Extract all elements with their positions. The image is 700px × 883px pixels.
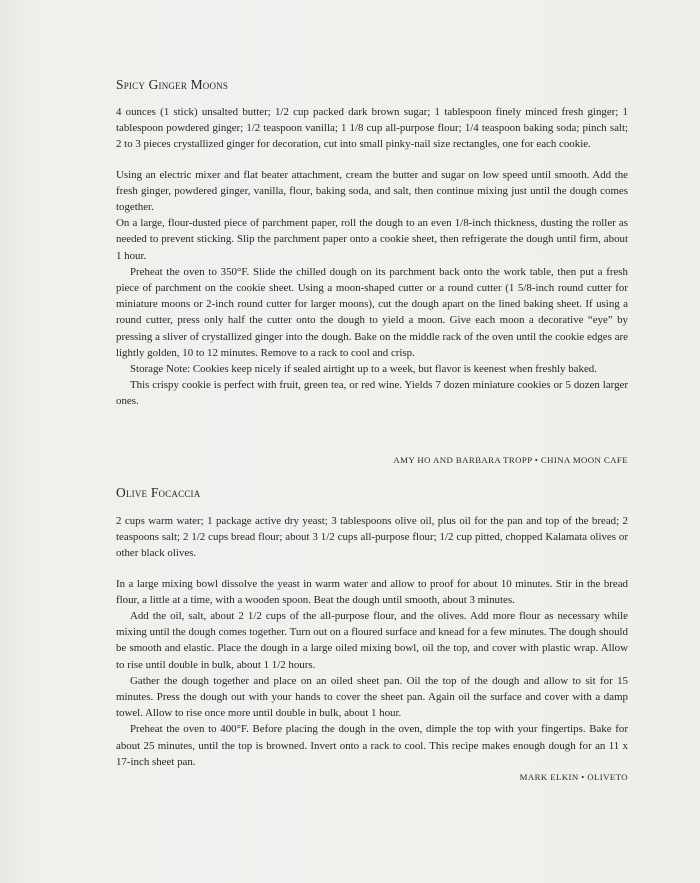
recipe-title: Spicy Ginger Moons [116,77,229,92]
method-paragraph: Gather the dough together and place on an oiled sheet pan. Oil the top of the dough and allow to sit for 15 minutes. Press the dough out with your hands to cover the sheet pan. Again oil the surface and cover with a damp towel. Allow to rise once more until double in bulk, about 1 hour. [116,674,628,720]
method-paragraph: Preheat the oven to 400°F. Before placing the dough in the oven, dimple the top with your fingertips. Bake for about 25 minutes, until the top is browned. Invert onto a rack to cool. This recipe makes enough dough for an 11 x 17-inch sheet pan. [116,723,628,768]
recipe-olive-focaccia [116,485,628,770]
recipe-method [116,167,628,410]
recipe-method [116,576,628,770]
method-paragraph: In a large mixing bowl dissolve the yeast in warm water and allow to proof for about 10 minutes. Stir in the bread flour, a little at a time, with a wooden spoon. Beat the dough until smooth, about 3 minutes. [116,577,628,606]
method-paragraph: Using an electric mixer and flat beater attachment, cream the butter and sugar on low speed until smooth. Add the fresh ginger, powdered ginger, vanilla, flour, baking soda, and salt, then continue mixing just until the dough comes together. [116,168,628,214]
storage-note: Storage Note: Cookies keep nicely if sealed airtight up to a week, but flavor is keenest when freshly baked. [130,363,597,376]
method-paragraph: Add the oil, salt, about 2 1/2 cups of the all-purpose flour, and the olives. Add more flour as necessary while mixing until the dough comes together. Turn out on a floured surface and knead for a few minutes. The dough should be smooth and elastic. Place the dough in a large oiled mixing bowl, oil the top, and cover with plastic wrap. Allow to rise until double in bulk, about 1 1/2 hours. [116,610,628,671]
recipe-credit: MARK ELKIN • OLIVETO [519,772,628,782]
recipe-credit: AMY HO AND BARBARA TROPP • CHINA MOON CAFE [393,455,628,465]
recipe-spicy-ginger-moons [116,77,628,410]
ingredients-list: 2 cups warm water; 1 package active dry yeast; 3 tablespoons olive oil, plus oil for the pan and top of the bread; 2 teaspoons salt; 2 1/2 cups bread flour; about 3 1/2 cups all-purpose flour; 1/2 cup pitted, chopped Kalamata olives or other black olives. [116,515,628,560]
ingredients-list: 4 ounces (1 stick) unsalted butter; 1/2 cup packed dark brown sugar; 1 tablespoon finely minced fresh ginger; 1 tablespoon powdered ginger; 1/2 teaspoon vanilla; 1 1/8 cup all-purpose flour; 1/4 teaspoon baking soda; pinch salt; 2 to 3 pieces crystallized ginger for decoration, cut into small pinky-nail size rectangles, one for each cookie. [116,106,628,151]
method-paragraph: On a large, flour-dusted piece of parchment paper, roll the dough to an even 1/8-inch thickness, dusting the roller as needed to prevent sticking. Slip the parchment paper onto a cookie sheet, then refrigerate the dough until firm, about 1 hour. [116,217,628,262]
method-paragraph: Preheat the oven to 350°F. Slide the chilled dough on its parchment back onto the work table, then put a fresh piece of parchment on the cookie sheet. Using a moon-shaped cutter or a round cutter (1 5/8-inch round cutter for miniature moons or 2-inch round cutter for larger moons), cut the dough apart on the lined baking sheet. If using a round cutter, press only half the cutter onto the dough to yield a moon. Give each moon a decorative “eye” by pressing a sliver of crystallized ginger into the dough. Bake on the middle rack of the oven until the cookie edges are lightly golden, 10 to 12 minutes. Remove to a rack to cool and crisp. [116,265,628,359]
serving-note: This crispy cookie is perfect with fruit, green tea, or red wine. Yields 7 dozen miniature cookies or 5 dozen larger ones. [116,379,628,408]
recipe-title: Olive Focaccia [116,485,201,500]
